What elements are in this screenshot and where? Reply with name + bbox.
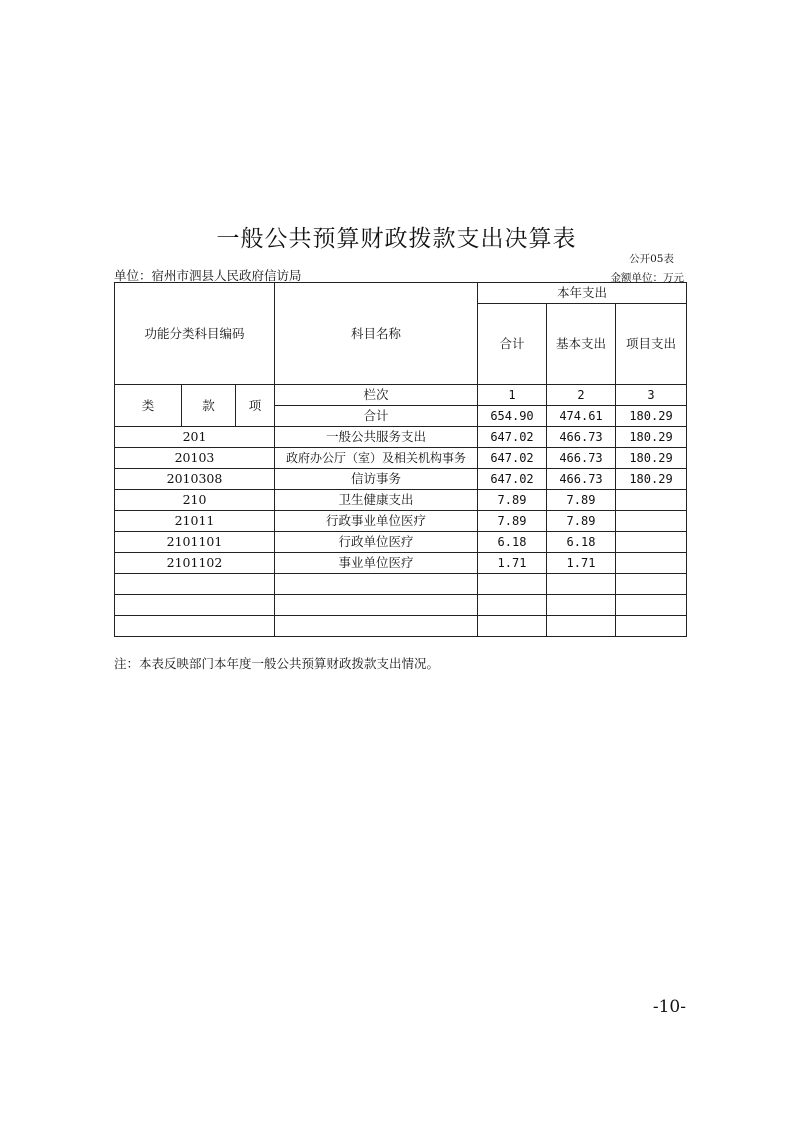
total-row-label: 合计 xyxy=(275,406,478,427)
header-project: 项目支出 xyxy=(616,304,687,385)
table-row xyxy=(115,469,687,490)
row-total: 647.02 xyxy=(478,469,547,490)
row-basic: 466.73 xyxy=(547,448,616,469)
row-project: 180.29 xyxy=(616,427,687,448)
form-number: 公开05表 xyxy=(629,253,674,265)
row-total: 7.89 xyxy=(478,490,547,511)
row-basic: 7.89 xyxy=(547,511,616,532)
header-lei: 类 xyxy=(115,385,182,427)
header-xiang: 项 xyxy=(236,385,275,427)
header-name: 科目名称 xyxy=(275,283,478,385)
table-row xyxy=(115,553,687,574)
table-note: 注：本表反映部门本年度一般公共预算财政拨款支出情况。 xyxy=(114,656,440,671)
row-project: 180.29 xyxy=(616,448,687,469)
row-total: 6.18 xyxy=(478,532,547,553)
row-code: 20103 xyxy=(115,448,275,469)
page-title: 一般公共预算财政拨款支出决算表 xyxy=(216,226,577,252)
column-number-row xyxy=(115,385,687,406)
row-basic: 7.89 xyxy=(547,490,616,511)
column-number-1: 1 xyxy=(478,385,547,406)
empty-row xyxy=(115,574,687,595)
row-total: 7.89 xyxy=(478,511,547,532)
row-project: 180.29 xyxy=(616,469,687,490)
row-project xyxy=(616,553,687,574)
table-row xyxy=(115,511,687,532)
row-project xyxy=(616,532,687,553)
row-code: 2010308 xyxy=(115,469,275,490)
table-row xyxy=(115,448,687,469)
row-code: 210 xyxy=(115,490,275,511)
row-basic: 1.71 xyxy=(547,553,616,574)
row-code: 21011 xyxy=(115,511,275,532)
total-row-project: 180.29 xyxy=(616,406,687,427)
header-kuan: 款 xyxy=(182,385,236,427)
table-row xyxy=(115,427,687,448)
row-basic: 6.18 xyxy=(547,532,616,553)
table-row xyxy=(115,532,687,553)
row-name: 一般公共服务支出 xyxy=(275,427,478,448)
row-code: 2101102 xyxy=(115,553,275,574)
column-number-2: 2 xyxy=(547,385,616,406)
column-number-3: 3 xyxy=(616,385,687,406)
header-code: 功能分类科目编码 xyxy=(115,283,275,385)
row-name: 事业单位医疗 xyxy=(275,553,478,574)
row-name: 行政事业单位医疗 xyxy=(275,511,478,532)
header-total: 合计 xyxy=(478,304,547,385)
row-code: 2101101 xyxy=(115,532,275,553)
row-total: 1.71 xyxy=(478,553,547,574)
row-name: 卫生健康支出 xyxy=(275,490,478,511)
row-total: 647.02 xyxy=(478,448,547,469)
header-basic: 基本支出 xyxy=(547,304,616,385)
header-row-1 xyxy=(115,283,687,304)
row-name: 行政单位医疗 xyxy=(275,532,478,553)
empty-row xyxy=(115,616,687,637)
budget-table xyxy=(114,282,687,637)
row-project xyxy=(616,490,687,511)
header-current-year: 本年支出 xyxy=(478,283,687,304)
total-row-total: 654.90 xyxy=(478,406,547,427)
total-row-basic: 474.61 xyxy=(547,406,616,427)
page-number: -10- xyxy=(652,997,686,1017)
row-basic: 466.73 xyxy=(547,469,616,490)
empty-row xyxy=(115,595,687,616)
row-code: 201 xyxy=(115,427,275,448)
row-name: 政府办公厅（室）及相关机构事务 xyxy=(275,448,478,469)
reporting-unit: 单位：宿州市泗县人民政府信访局 xyxy=(114,268,302,283)
money-unit: 金额单位：万元 xyxy=(610,272,684,284)
row-basic: 466.73 xyxy=(547,427,616,448)
row-name: 信访事务 xyxy=(275,469,478,490)
table-row xyxy=(115,490,687,511)
column-number-label: 栏次 xyxy=(275,385,478,406)
row-total: 647.02 xyxy=(478,427,547,448)
row-project xyxy=(616,511,687,532)
